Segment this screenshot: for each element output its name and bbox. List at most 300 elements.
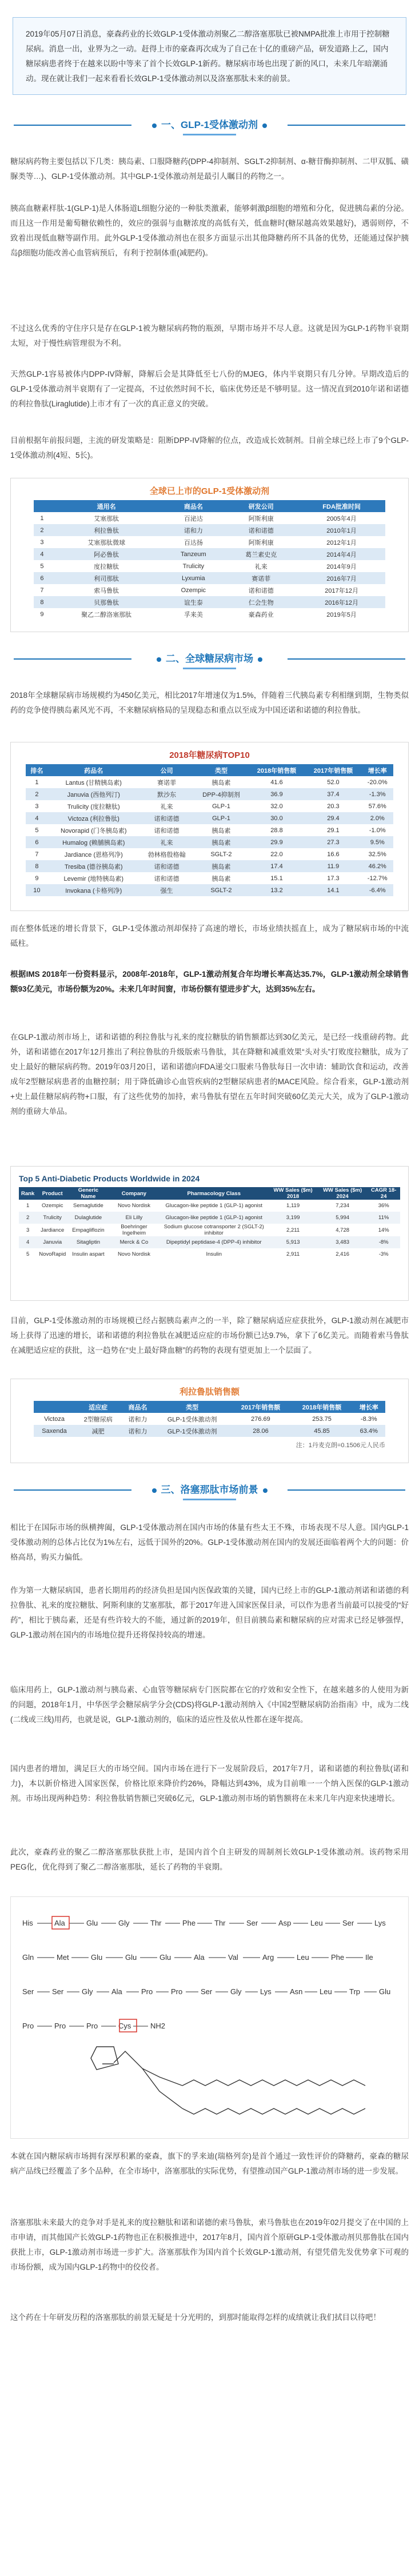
table2-header: 2017年销售额 <box>313 767 353 774</box>
table2-header: 药品名 <box>84 767 103 774</box>
table-cell: 9 <box>40 610 44 618</box>
table-row <box>26 788 393 800</box>
paragraph-15: 此次，豪森药业的聚乙二醇洛塞那肽获批上市，是国内首个自主研发的周制剂长效GLP-1受体激动剂。该药物采用PEG化，优化得到了聚乙二醇洛塞那肽，延长了药物的半衰期。 <box>10 1848 409 1871</box>
table-cell: 2005年4月 <box>326 515 357 522</box>
table-cell: 减肥 <box>91 1428 105 1435</box>
table-cell: 5 <box>26 1251 30 1257</box>
table-cell: Victoza <box>44 1415 65 1423</box>
seq4-residue: NH2 <box>150 2022 166 2030</box>
table-cell: 17.4 <box>270 862 283 870</box>
table-cell: 礼来 <box>160 839 173 846</box>
table-cell: 5,994 <box>336 1215 350 1221</box>
seq2-residue: Val <box>228 1953 238 1962</box>
table-cell: 赛诺菲 <box>157 779 177 786</box>
table4-footnote: 注：1丹麦克朗=0.1506元人民币 <box>296 1442 385 1449</box>
table-cell: 百达扬 <box>183 539 203 546</box>
table-cell: Novo Nordisk <box>117 1251 150 1257</box>
seq2-residue: Gln <box>22 1953 34 1962</box>
table-cell: Humalog (赖脯胰岛素) <box>62 839 125 846</box>
seq4-residue: Cys <box>118 2022 131 2030</box>
paragraph-14: 国内患者的增加，满足巨大的市场空间。国内市场在进行下一发展阶段后，2017年7月，诺和诺德的利拉鲁肽(诺和力)，本以新价格进入国家医保，价格比原来降价约26%，降幅达到43%，成为目前唯一一个纳入医保的GLP-1激动剂。市场出现两种趋势：利拉鲁肽销售额已突破6亿元，GLP-1激动剂市场的销售额将在未来几年内迎来快速增长。 <box>10 1764 409 1803</box>
table-glp1-approved <box>10 478 409 632</box>
table-cell: 57.6% <box>368 802 386 810</box>
table-cell: GLP-1 <box>212 802 230 810</box>
table-cell: 2014年4月 <box>326 551 357 558</box>
table2-title: 2018年糖尿病TOP10 <box>169 750 250 760</box>
table-cell: 仁会生物 <box>248 599 274 606</box>
table-cell: Levemir (地特胰岛素) <box>63 875 124 882</box>
table-cell: 15.1 <box>270 874 283 882</box>
table-cell: -12.7% <box>367 874 388 882</box>
table-cell: 2012年1月 <box>326 539 357 546</box>
table3-header: Company <box>121 1190 147 1197</box>
table-cell: Dipeptidyl peptidase-4 (DPP-4) inhibitor <box>166 1239 262 1245</box>
table2-header: 类型 <box>215 767 228 774</box>
seq2-residue: Ile <box>365 1953 373 1962</box>
table-cell: 7,234 <box>336 1203 350 1209</box>
table-cell: 2014年9月 <box>326 563 357 570</box>
seq2-residue: Glu <box>125 1953 137 1962</box>
table-cell: 11% <box>378 1215 389 1221</box>
table-cell: 诺和力 <box>128 1428 147 1435</box>
table-cell: Empagliflozin <box>72 1227 105 1233</box>
paragraph-7: 而在整体低迷的增长背景下，GLP-1受体激动剂却保持了高速的增长，市场业绩扶摇直上，成为了糖尿病市场的中流砥柱。 <box>10 924 409 948</box>
table-cell: 阿斯利康 <box>248 539 274 546</box>
table-cell: 28.06 <box>253 1427 269 1435</box>
table4-header: 适应症 <box>89 1404 108 1411</box>
table-cell: Eli Lilly <box>125 1215 143 1221</box>
seq2-residue: Arg <box>262 1953 274 1962</box>
table-cell: DPP-4抑制剂 <box>202 791 240 798</box>
table-cell: 胰岛素 <box>212 779 231 786</box>
seq3-residue: Ser <box>52 1987 64 1996</box>
table-cell: Jardiance (恩格列净) <box>64 851 123 858</box>
table-top5-2024 <box>10 1166 409 1301</box>
table-row <box>19 1212 400 1224</box>
table1-header: 通用名 <box>97 503 116 510</box>
table-cell: 2型糖尿病 <box>83 1416 113 1423</box>
table-cell: 2.0% <box>370 814 385 822</box>
table-cell: Invokana (卡格列净) <box>65 887 122 894</box>
table-cell: 13.2 <box>270 886 283 894</box>
table-cell: 赛诺菲 <box>252 575 271 582</box>
paragraph-10: 目前，GLP-1受体激动剂的市场规模已经占据胰岛素声之的一半，除了糖尿病适应症获批外，GLP-1激动剂在减肥市场上获得了迅速的增长，诺和诺德的利拉鲁肽在减肥适应症的市场份额已达9.7%，拿下了6亿美元。而随着索马鲁肽在减肥适应症的获批，这一趋势在“史上最好降血糖”的药物的表现有望更加上一个层面了。 <box>10 1316 409 1355</box>
table-row <box>34 1425 385 1437</box>
table-cell: 3,483 <box>336 1239 350 1245</box>
section-title-2: 二、全球糖尿病市场 <box>166 653 253 664</box>
table-cell: Trulicity <box>43 1215 62 1221</box>
table-cell: Tresiba (德谷胰岛素) <box>64 863 123 870</box>
table-cell: GLP-1 <box>212 814 230 822</box>
table-cell: Insulin <box>206 1251 222 1257</box>
seq3-residue: Pro <box>141 1987 153 1996</box>
table-cell: 253.75 <box>312 1415 332 1423</box>
table-row <box>26 824 393 836</box>
paragraph-12: 作为第一大糖尿病国，患者长期用药的经济负担是国内医保政策的关键，国内已经上市的GLP-1激动剂诺和诺德的利拉鲁肽、礼来的度拉糖肽、阿斯利康的艾塞那肽，都于2017年进入国家医保目录，可以作为患者当前最可以接受的“好药”，相比于胰岛素，还是有些许较大的不能，通过新的2019年，但目前胰岛素和糖尿病的应对需求已经足够强悍，GLP-1激动剂在国内的市场地位提升还将保持较高的增速。 <box>10 1586 409 1639</box>
table-cell: GLP-1受体激动剂 <box>167 1428 217 1435</box>
seq1-residue: Asp <box>278 1919 292 1927</box>
table-cell: 礼来 <box>160 803 173 810</box>
seq3-residue: Gly <box>230 1987 242 1996</box>
table2-header: 2018年销售额 <box>257 767 297 774</box>
seq1-residue: Phe <box>182 1919 196 1927</box>
seq4-residue: Pro <box>86 2022 98 2030</box>
table-cell: 2 <box>35 790 39 798</box>
table-cell: 4 <box>26 1239 30 1245</box>
table-cell: 30.0 <box>270 814 283 822</box>
paragraph-16: 本就在国内糖尿病市场拥有深厚积累的豪森，旗下的孚来迪(瑞格列奈)是首个通过一致性评价的降糖药，豪森的糖尿病产品线已经覆盖了多个品种，在全市场中，洛塞那肽的实际优势，有望推动国产GLP-1激动剂市场的进一步发展。 <box>10 2152 409 2175</box>
table1-title: 全球已上市的GLP-1受体激动剂 <box>149 486 270 496</box>
table2-header: 排名 <box>30 767 43 774</box>
table-cell: Insulin aspart <box>72 1251 105 1257</box>
table3-header: Product <box>42 1190 63 1197</box>
seq4-residue: Pro <box>22 2022 34 2030</box>
table1-grid <box>34 500 385 620</box>
table4-grid <box>34 1401 385 1437</box>
table2-header: 增长率 <box>368 767 387 774</box>
table-cell: 8 <box>40 598 44 606</box>
table-cell: 17.3 <box>327 874 340 882</box>
seq2-residue: Ala <box>194 1953 205 1962</box>
seq1-residue: Leu <box>310 1919 323 1927</box>
table-cell: 强生 <box>160 887 173 894</box>
table-cell: 2 <box>26 1215 30 1221</box>
paragraph-17: 洛塞那肽未来最大的竞争对手是礼来的度拉糖肽和诺和诺德的索马鲁肽，索马鲁肽也在2019年02月提交了在中国的上市申请，而其他国产长效GLP-1药物也正在积极推进中，2017年8月，国内首个原研GLP-1受体激动剂贝那鲁肽在国内获批上市，GLP-1激动剂市场进一步扩大。洛塞那肽作为国内首个长效GLP-1激动剂，有望凭借先发优势拿下可观的市场份额，成为国内GLP-1药物中的佼佼者。 <box>10 2218 409 2271</box>
table-cell: -6.4% <box>369 886 386 894</box>
table-cell: Januvia <box>43 1239 62 1245</box>
seq4-residue: Pro <box>54 2022 66 2030</box>
table-cell: 诺和诺德 <box>248 587 274 594</box>
table-cell: Lyxumia <box>182 574 205 582</box>
table-cell: 2016年12月 <box>325 599 358 606</box>
table-cell: Saxenda <box>42 1427 67 1435</box>
table-cell: Merck & Co <box>119 1239 149 1245</box>
table-row <box>34 512 385 524</box>
table-cell: 孚来美 <box>183 611 203 618</box>
table-cell: 7 <box>40 586 44 594</box>
table3-header: WW Sales ($m) 2018 <box>273 1187 313 1200</box>
seq2-residue: Glu <box>159 1953 171 1962</box>
table-cell: 阿必鲁肽 <box>94 551 119 558</box>
table-row <box>26 836 393 848</box>
table-row <box>34 596 385 608</box>
seq1-residue: Gly <box>118 1919 130 1927</box>
table3-header: WW Sales ($m) 2024 <box>323 1187 362 1200</box>
section-heading-2 <box>0 645 419 679</box>
table-cell: -1.0% <box>369 826 386 834</box>
seq2-residue: Glu <box>91 1953 103 1962</box>
table-cell: Ozempic <box>181 586 206 594</box>
table-row <box>19 1236 400 1248</box>
table-cell: Ozempic <box>41 1203 63 1209</box>
section-heading-3 <box>0 1476 419 1510</box>
table-cell: 索马鲁肽 <box>94 587 119 594</box>
table-cell: 艾塞那肽 <box>94 515 119 522</box>
seq1-residue: Glu <box>86 1919 98 1927</box>
table-cell: 利拉鲁肽 <box>94 527 119 534</box>
table-cell: 诺和诺德 <box>154 863 179 870</box>
table-cell: 1 <box>40 514 44 522</box>
table-cell: 36% <box>378 1203 389 1209</box>
seq1-residue: Ser <box>342 1919 354 1927</box>
table-cell: SGLT-2 <box>210 850 232 858</box>
table-row <box>26 800 393 812</box>
table2-grid <box>26 764 393 896</box>
seq1-residue: Ala <box>54 1919 65 1927</box>
table-cell: Trulicity (度拉糖肽) <box>67 803 120 810</box>
table-cell: Januvia (西他列汀) <box>67 791 120 798</box>
seq3-residue: Leu <box>320 1987 332 1996</box>
table-cell: 37.4 <box>327 790 340 798</box>
table-cell: 胰岛素 <box>212 863 231 870</box>
table-cell: 1 <box>35 778 39 786</box>
table-cell: 14% <box>378 1227 389 1233</box>
table-cell: 聚乙二醇洛塞那肽 <box>81 611 132 618</box>
table-cell: -8.3% <box>360 1415 377 1423</box>
table-cell: Sitagliptin <box>76 1239 101 1245</box>
table-cell: 谊生泰 <box>183 599 203 606</box>
table-row <box>34 584 385 596</box>
table-row <box>19 1200 400 1212</box>
seq3-residue: Lys <box>260 1987 272 1996</box>
table-cell: -8% <box>378 1239 389 1245</box>
table3-header: CAGR 18-24 <box>371 1187 397 1200</box>
table3-header: Rank <box>21 1190 35 1197</box>
table1-header: 研发公司 <box>248 503 274 510</box>
table-cell: 1 <box>26 1203 30 1209</box>
seq3-residue: Trp <box>349 1987 361 1996</box>
table-cell: 胰岛素 <box>212 827 231 834</box>
table4-header: 类型 <box>186 1404 199 1411</box>
table-cell: 6 <box>35 838 39 846</box>
paragraph-13: 临床用药上，GLP-1激动剂与胰岛素、心血管等糖尿病专门医院都在它的疗效和安全性下，在越来越多的人使用为新的问题，2018年1月，中华医学会糖尿病学分会(CDS)将GLP-1激动剂纳入《中国2型糖尿病防治指南》中，成为二线(二线或三线)用药，也就是说，GLP-1激动剂的，临床的适应性及依从性都在逐年提高。 <box>10 1686 409 1724</box>
table-cell: 22.0 <box>270 850 283 858</box>
table-cell: 8 <box>35 862 39 870</box>
table-cell: 诺和力 <box>128 1416 147 1423</box>
table-cell: 5 <box>35 826 39 834</box>
table-cell: 41.6 <box>270 778 283 786</box>
table-cell: GLP-1受体激动剂 <box>167 1416 217 1423</box>
table3-grid <box>19 1187 400 1260</box>
table-cell: 5 <box>40 562 44 570</box>
table-cell: 9.5% <box>370 838 385 846</box>
table-cell: 2010年1月 <box>326 527 357 534</box>
table-cell: 3 <box>40 538 44 546</box>
seq2-residue: Phe <box>331 1953 345 1962</box>
table-row <box>26 848 393 860</box>
table-cell: 29.1 <box>327 826 340 834</box>
intro-box <box>13 17 406 95</box>
table-cell: 豪森药业 <box>248 611 274 618</box>
paragraph-18: 这个药在十年研发历程的洛塞那肽的前景无疑是十分光明的，到那时能取得怎样的成绩就让我们拭目以待吧！ <box>10 2313 381 2322</box>
seq3-residue: Glu <box>379 1987 391 1996</box>
table-cell: 52.0 <box>327 778 340 786</box>
table-cell: 阿斯利康 <box>248 515 274 522</box>
table-cell: Lantus (甘精胰岛素) <box>65 779 122 786</box>
table-cell: 276.69 <box>251 1415 270 1423</box>
table3-title: Top 5 Anti-Diabetic Products Worldwide in 2024 <box>19 1174 200 1183</box>
table-cell: 度拉糖肽 <box>94 563 119 570</box>
table-row <box>34 608 385 620</box>
table-cell: Boehringer Ingelheim <box>121 1224 147 1236</box>
table-cell: NovoRapid <box>39 1251 66 1257</box>
seq1-residue: Thr <box>150 1919 162 1927</box>
table-cell: 28.8 <box>270 826 283 834</box>
seq2-residue: Met <box>57 1953 69 1962</box>
table-cell: -20.0% <box>367 778 388 786</box>
table-cell: 10 <box>33 886 41 894</box>
table-cell: Victoza (利拉鲁肽) <box>67 815 119 822</box>
table-cell: 礼来 <box>254 563 268 570</box>
table2-header: 公司 <box>160 767 173 774</box>
table-cell: 29.4 <box>327 814 340 822</box>
paragraph-9: 在GLP-1激动剂市场上，诺和诺德的利拉鲁肽与礼来的度拉糖肽的销售额都达到30亿美元，是已经一线重磅药物。此外，诺和诺德在2017年12月推出了利拉鲁肽的升级版索马鲁肽，其在降糖和减重效果“头对头”打败度拉糖肽，成为了史上最好的糖尿病药物。2019年03月20日，诺和诺德向FDA递交口服索马鲁肽每日一次申请：辅助饮食和运动，改善成年2型糖尿病患者的血糖控制；用于降低确诊心血管疾病的2型糖尿病患者的MACE风险。综合看来，GLP-1激动剂+史上最佳糖尿病药物+口服，有了这些优势的加持，索马鲁肽有望在五年时间突破60亿美元大关，成为了GLP-1激动剂的重磅大单品。 <box>10 1033 409 1116</box>
table3-header: Generic Name <box>78 1187 99 1200</box>
table4-header: 商品名 <box>128 1404 147 1411</box>
structure-svg <box>11 1897 408 2138</box>
table-row <box>19 1248 400 1260</box>
table4-header: 增长率 <box>359 1404 378 1411</box>
table-row <box>26 860 393 872</box>
table-cell: 贝那鲁肽 <box>94 599 119 606</box>
paragraph-2: 胰高血糖素样肽-1(GLP-1)是人体肠道L细胞分泌的一种肽类激素，能够刺激β细胞的增殖和分化，促进胰岛素的分泌。而且这一作用是葡萄糖依赖性的，效应的强弱与血糖浓度的高低有关，低血糖时(糖尿越高效果越好)，遇弱则停，不致着出现低血糖等副作用。此外GLP-1受体激动剂也在很多方面显示出其他降糖药所不具备的优势，还能通过保护胰岛β细胞功能改善心血管病预后，有利于控制体重(减肥药)。 <box>10 204 409 257</box>
table-cell: 36.9 <box>270 790 283 798</box>
table-cell: Glucagon-like peptide 1 (GLP-1) agonist <box>165 1215 263 1221</box>
seq1-residue: Thr <box>214 1919 226 1927</box>
table-cell: -3% <box>378 1251 389 1257</box>
table-cell: 2,416 <box>336 1251 350 1257</box>
seq3-residue: Ser <box>201 1987 213 1996</box>
table-cell: 默沙东 <box>157 791 177 798</box>
paragraph-5: 目前根据年前报问题，主流的研发策略是：阻断DPP-IV降解的位点，改造成长效制剂。目前全球已经上市了9个GLP-1受体激动剂(4短、5长)。 <box>10 436 409 460</box>
table-cell: 45.85 <box>314 1427 330 1435</box>
paragraph-6: 2018年全球糖尿病市场规模约为450亿美元，相比2017年增速仅为1.5%，伴随着三代胰岛素专利相继到期，生物类似药的竞争使得胰岛素风光不再，不来糖尿病格局的呈现稳态和重点以至成为中国还诺和诺德的利拉鲁肽。 <box>10 691 409 714</box>
table-cell: 2 <box>40 526 44 534</box>
table-cell: 百泌达 <box>183 515 203 522</box>
table4-title: 利拉鲁肽销售额 <box>179 1387 240 1397</box>
table-cell: 5,913 <box>286 1239 300 1245</box>
seq3-residue: Pro <box>171 1987 183 1996</box>
paragraph-4: 天然GLP-1容易被体内DPP-IV降解，降解后会是其降低至七八份的MJEG，体内半衰期只有几分钟。早期改造后的GLP-1受体激动剂半衰期有了一定提高，不过依然时间不长，临床优势还是不够明显。这一情况直到2010年诺和诺德的利拉鲁肽(Liraglutide)上市才有了一次的真正意义的突破。 <box>10 370 409 408</box>
table-row <box>34 560 385 572</box>
seq3-residue: Ser <box>22 1987 34 1996</box>
table-diabetes-top10 <box>10 742 409 911</box>
table-row <box>34 1413 385 1425</box>
table-cell: 16.6 <box>327 850 340 858</box>
table-cell: 63.4% <box>360 1427 378 1435</box>
table-cell: Novo Nordisk <box>117 1203 150 1209</box>
table-row <box>19 1224 400 1236</box>
table-cell: 艾塞那肽微球 <box>87 539 126 546</box>
table3-header: Pharmacology Class <box>187 1190 241 1197</box>
table-cell: 11.9 <box>327 862 340 870</box>
table-cell: 2017年12月 <box>325 587 358 594</box>
table-cell: Trulicity <box>182 562 205 570</box>
table-cell: 27.3 <box>327 838 340 846</box>
table-cell: 4,728 <box>336 1227 350 1233</box>
table-cell: 1,119 <box>286 1203 300 1209</box>
table-row <box>26 884 393 896</box>
table-cell: 2016年7月 <box>326 575 357 582</box>
table-cell: 胰岛素 <box>212 875 231 882</box>
table-cell: 诺和诺德 <box>248 527 274 534</box>
seq3-residue: Asn <box>290 1987 303 1996</box>
seq1-residue: Lys <box>374 1919 386 1927</box>
table-cell: Semaglutide <box>73 1203 103 1209</box>
table-row <box>34 572 385 584</box>
table4-header: 2017年销售额 <box>241 1404 281 1411</box>
table-cell: Sodium glucose cotransporter 2 (SGLT-2) inhibitor <box>163 1224 264 1236</box>
table-cell: 2,911 <box>286 1251 300 1257</box>
table-cell: 胰岛素 <box>212 839 231 846</box>
seq1-residue: Ser <box>246 1919 258 1927</box>
table-cell: 7 <box>35 850 39 858</box>
table1-header: 商品名 <box>183 503 203 510</box>
table-cell: 3 <box>35 802 39 810</box>
table4-header: 2018年销售额 <box>302 1404 342 1411</box>
table-row <box>26 776 393 788</box>
table-cell: 2019年5月 <box>326 611 357 618</box>
paragraph-3: 不过这么优秀的守住序只是存在GLP-1被为糖尿病药物的瓶颈，早期市场并不尽人意。这就是因为GLP-1药物半衰期太短，对于慢性病管理很为不利。 <box>10 324 409 348</box>
table-cell: 2,211 <box>286 1227 300 1233</box>
table-cell: 32.0 <box>270 802 283 810</box>
molecule-structure <box>10 1896 409 2139</box>
table-cell: SGLT-2 <box>210 886 232 894</box>
table-cell: 诺和诺德 <box>154 827 179 834</box>
table1-header: FDA批准时间 <box>322 503 361 510</box>
table-cell: 29.9 <box>270 838 283 846</box>
table-liraglutide-sales <box>10 1379 409 1463</box>
paragraph-11: 相比于在国际市场的纵横捭阖，GLP-1受体激动剂在国内市场的体量有些太王不殊，市场表现不尽人意。国内GLP-1受体激动剂的总体占比仅为1%左右，远低于国外的20%。GLP-1受体激动剂在国内的发展还面临着两个大的问题：价格高昂，购买力偏低。 <box>10 1523 409 1561</box>
table-cell: -1.3% <box>369 790 386 798</box>
table-row <box>34 548 385 560</box>
table-cell: Jardiance <box>41 1227 65 1233</box>
table-cell: 勃林格殷格翰 <box>147 851 186 858</box>
table-cell: 3,199 <box>286 1215 300 1221</box>
table4-header <box>34 1401 75 1413</box>
table-cell: 32.5% <box>368 850 386 858</box>
section-title-3: 三、洛塞那肽市场前景 <box>161 1484 258 1495</box>
seq3-residue: Ala <box>111 1987 122 1996</box>
table-row <box>34 524 385 536</box>
table-cell: Tanzeum <box>181 550 206 558</box>
table-cell: 4 <box>35 814 39 822</box>
table-row <box>26 872 393 884</box>
paragraph-8: 根据IMS 2018年一份资料显示，2008年-2018年，GLP-1激动剂复合年均增长率高达35.7%，GLP-1激动剂全球销售额93亿美元，市场份额为20%。未来几年时间窗，市场份额有望进步扩大，达到35%左右。 <box>10 970 409 993</box>
intro-text: 2019年05月07日消息，豪森药业的长效GLP-1受体激动剂聚乙二醇洛塞那肽已被NMPA批准上市用于控制糖尿病。消息一出，业界为之一动。赶得上市的豪森再次成为了自己在十亿的重磅产品，研发道路上乙，国内糖尿病患者终于在越来以盼中等来了首个长效GLP-1新药。糖尿病市场也出现了新的风口，未来几年暗潮涌动。现在就让我们一起来看看长效GLP-1受体激动剂以及洛塞那肽未来的前景。 <box>26 30 390 83</box>
table-cell: Glucagon-like peptide 1 (GLP-1) agonist <box>165 1203 263 1209</box>
table-cell: 14.1 <box>327 886 340 894</box>
paragraph-1: 糖尿病药物主要包括以下几类：胰岛素、口服降糖药(DPP-4抑制剂、SGLT-2抑制剂、α-糖苷酶抑制剂、二甲双胍、磺脲类等…)、GLP-1受体激动剂。其中GLP-1受体激动剂是最引人瞩目的药物之一。 <box>10 157 409 181</box>
section-heading-1 <box>0 111 419 145</box>
table-row <box>26 812 393 824</box>
table-cell: 诺和诺德 <box>154 815 179 822</box>
table-cell: Dulaglutide <box>74 1215 102 1221</box>
table-cell: 葛兰素史克 <box>245 551 277 558</box>
table-cell: 9 <box>35 874 39 882</box>
table-cell: 6 <box>40 574 44 582</box>
table-cell: 20.3 <box>327 802 340 810</box>
seq2-residue: Leu <box>297 1953 309 1962</box>
seq1-residue: His <box>22 1919 33 1927</box>
table-cell: 3 <box>26 1227 30 1233</box>
section-title-1: 一、GLP-1受体激动剂 <box>161 119 258 130</box>
table-cell: 诺和诺德 <box>154 875 179 882</box>
table-cell: Novorapid (门冬胰岛素) <box>61 827 127 834</box>
table-cell: 利司那肽 <box>94 575 119 582</box>
table-row <box>34 536 385 548</box>
table-cell: 46.2% <box>368 862 386 870</box>
